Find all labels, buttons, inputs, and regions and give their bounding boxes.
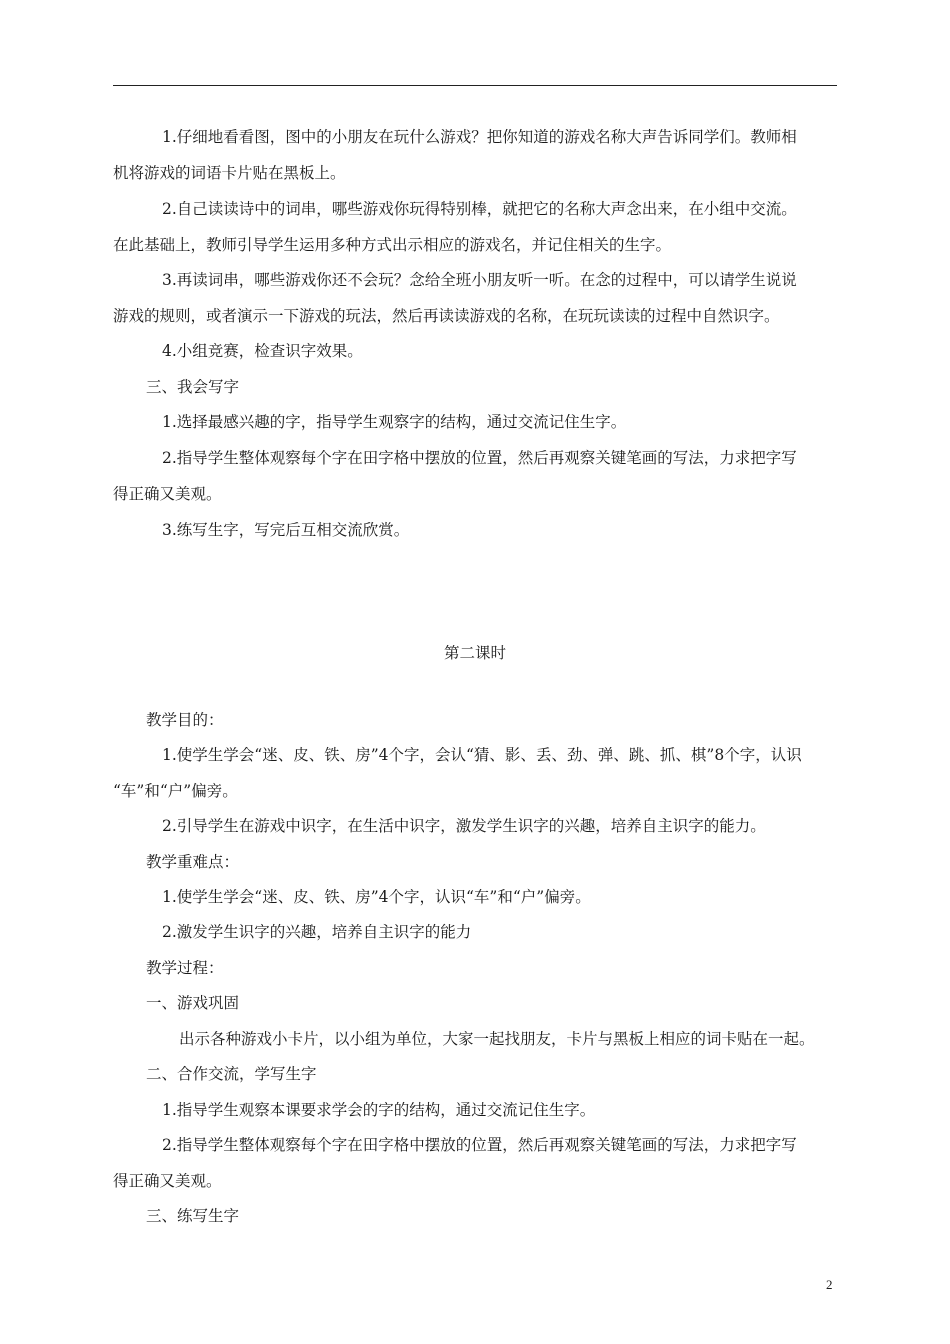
paragraph-line: 2.引导学生在游戏中识字，在生活中识字，激发学生识字的兴趣，培养自主识字的能力。 (162, 817, 766, 835)
paragraph-line: 1.使学生学会“迷、皮、铁、房”4个字，会认“猜、影、丢、劲、弹、跳、抓、棋”8个字，认识 (162, 746, 802, 764)
paragraph-line: 得正确又美观。 (113, 485, 222, 503)
paragraph-line: 2.自己读读诗中的词串，哪些游戏你玩得特别棒，就把它的名称大声念出来，在小组中交流。 (162, 200, 797, 218)
paragraph-line: 1.使学生学会“迷、皮、铁、房”4个字，认识“车”和“户”偏旁。 (162, 888, 591, 906)
paragraph-line: 1.指导学生观察本课要求学会的字的结构，通过交流记住生字。 (162, 1101, 596, 1119)
paragraph-line: 1.选择最感兴趣的字，指导学生观察字的结构，通过交流记住生字。 (162, 413, 627, 431)
paragraph-line: 2.指导学生整体观察每个字在田字格中摆放的位置，然后再观察关键笔画的写法，力求把字写 (162, 1136, 797, 1154)
section-heading: 三、练写生字 (146, 1207, 240, 1225)
paragraph-line: “车”和“户”偏旁。 (113, 782, 238, 800)
paragraph-line: 在此基础上，教师引导学生运用多种方式出示相应的游戏名，并记住相关的生字。 (113, 236, 672, 254)
section-heading: 一、游戏巩固 (146, 994, 240, 1012)
paragraph-line: 得正确又美观。 (113, 1172, 222, 1190)
section-heading: 三、我会写字 (146, 378, 240, 396)
paragraph-line: 出示各种游戏小卡片，以小组为单位，大家一起找朋友，卡片与黑板上相应的词卡贴在一起。 (179, 1030, 815, 1048)
paragraph-line: 4.小组竞赛，检查识字效果。 (162, 342, 363, 360)
paragraph-line: 机将游戏的词语卡片贴在黑板上。 (113, 164, 346, 182)
paragraph-line: 3.再读词串，哪些游戏你还不会玩？念给全班小朋友听一听。在念的过程中，可以请学生说说 (162, 271, 797, 289)
paragraph-line: 2.激发学生识字的兴趣，培养自主识字的能力 (162, 923, 472, 941)
paragraph-line: 1.仔细地看看图，图中的小朋友在玩什么游戏？把你知道的游戏名称大声告诉同学们。教师相 (162, 128, 797, 146)
section-heading: 教学重难点： (146, 853, 240, 871)
header-rule (113, 85, 837, 86)
paragraph-line: 3.练写生字，写完后互相交流欣赏。 (162, 521, 410, 539)
section-heading: 二、合作交流，学写生字 (146, 1065, 317, 1083)
page-number: 2 (826, 1277, 833, 1292)
lesson-title: 第二课时 (443, 644, 506, 662)
paragraph-line: 游戏的规则，或者演示一下游戏的玩法，然后再读读游戏的名称，在玩玩读读的过程中自然识字。 (113, 307, 780, 325)
section-heading: 教学目的： (146, 711, 224, 729)
paragraph-line: 2.指导学生整体观察每个字在田字格中摆放的位置，然后再观察关键笔画的写法，力求把字写 (162, 449, 797, 467)
section-heading: 教学过程： (146, 959, 224, 977)
